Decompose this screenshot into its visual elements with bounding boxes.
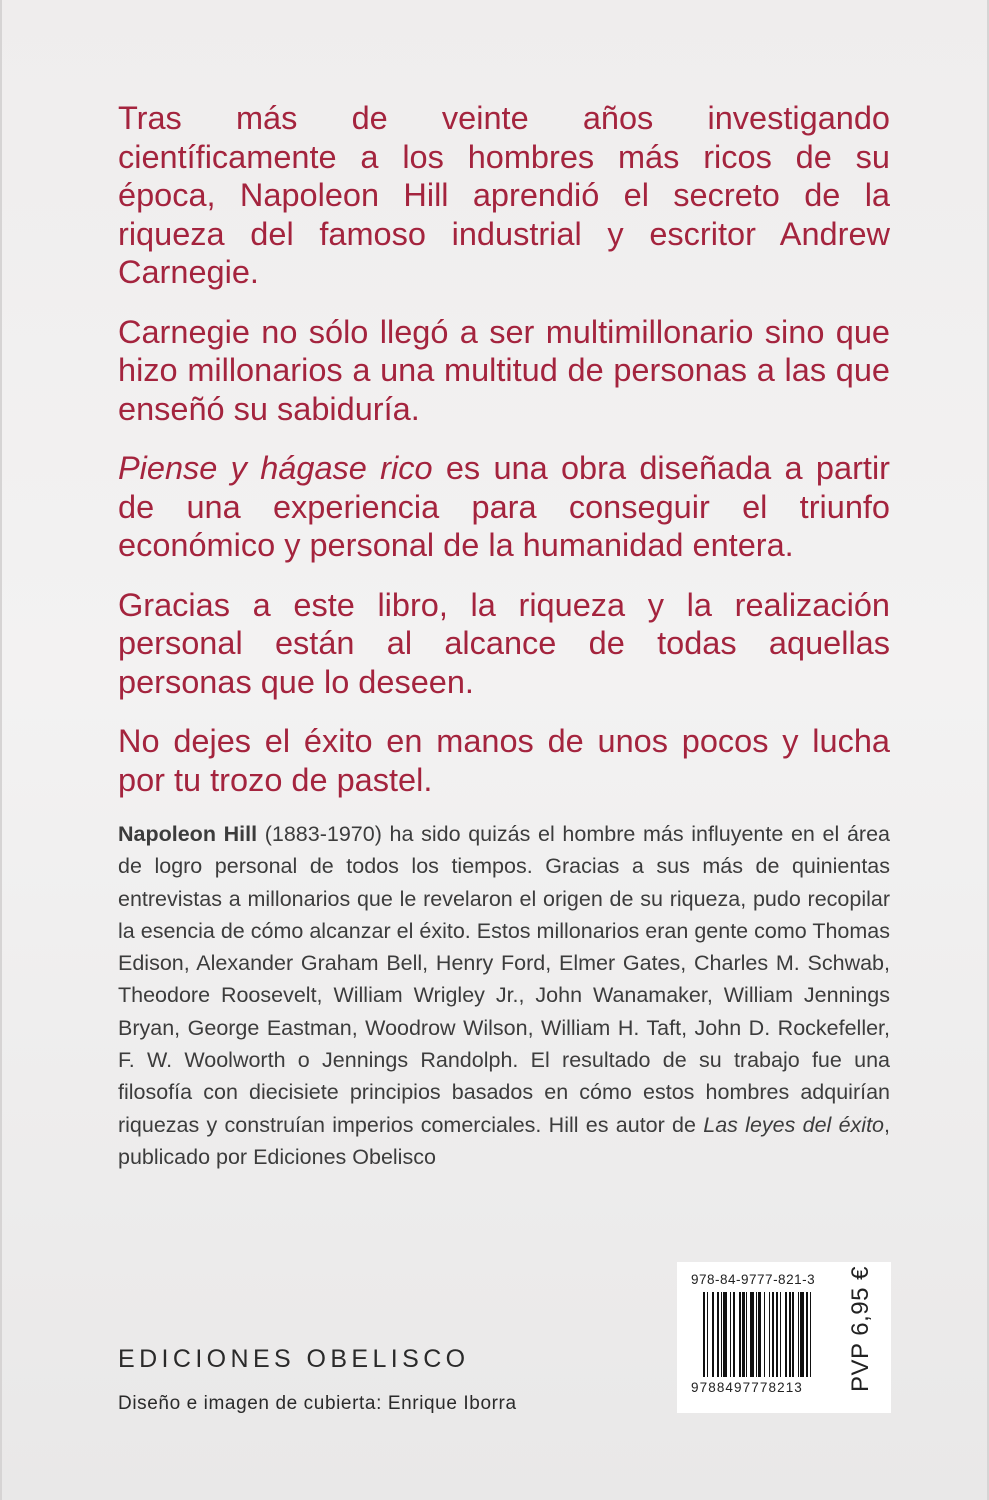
barcode-bar [764, 1292, 765, 1377]
price-label: PVP 6,95 € [847, 1266, 874, 1392]
barcode-bar [712, 1292, 713, 1377]
barcode-bar [721, 1292, 722, 1377]
isbn-bottom: 9788497778213 [691, 1380, 803, 1395]
left-edge [0, 0, 2, 1500]
book-title: Piense y hágase rico [118, 450, 433, 486]
barcode-bar [769, 1292, 770, 1377]
blurb-paragraph-4: Gracias a este libro, la riqueza y la realización personal están al alcance de todas aquellas personas que lo deseen. [118, 586, 890, 700]
blurb [118, 99, 890, 820]
barcode-bar [746, 1292, 747, 1377]
other-book-title: Las leyes del éxito [703, 1112, 885, 1137]
barcode-box [677, 1262, 891, 1413]
author-bio-paragraph [118, 818, 890, 1173]
blurb-paragraph-3 [118, 449, 890, 565]
barcode-bar [772, 1292, 774, 1377]
barcode-bar [792, 1292, 794, 1377]
barcode-bar [707, 1292, 708, 1377]
barcode-bar [785, 1292, 786, 1377]
barcode-bar [789, 1292, 790, 1377]
barcode-bar [717, 1292, 719, 1377]
blurb-paragraph-5: No dejes el éxito en manos de unos pocos y lucha por tu trozo de pastel. [118, 723, 890, 798]
barcode-bar [758, 1292, 760, 1377]
barcode-bar [776, 1292, 778, 1377]
barcode-bar [780, 1292, 781, 1377]
publisher-name: EDICIONES OBELISCO [118, 1345, 470, 1373]
barcode-bar [800, 1292, 804, 1377]
barcode-bar [703, 1292, 705, 1377]
author-name: Napoleon Hill [118, 822, 258, 846]
author-bio-text: (1883-1970) ha sido quizás el hombre más influyente en el área de logro personal de todos los tiempos. Gracias a sus más de quinientas entrevistas a millonarios que le revelaron el origen de su riqueza, pudo recopilar la esencia de cómo alcanzar el éxito. Estos millonarios eran gente como Thomas Edison, Alexander Graham Bell, Henry Ford, Elmer Gates, Charles M. Schwab, Theodore Roosevelt, William Wrigley Jr., John Wanamaker, William Jennings Bryan, George Eastman, Woodrow Wilson, William H. Taft, John D. Rockefeller, F. W. Woolworth o Jennings Randolph. El resultado de su trabajo fue una filosofía con diecisiete principios basados en cómo estos hombres adquirían riquezas y construían imperios comerciales. Hill es autor de [118, 822, 890, 1137]
barcode-bar [798, 1292, 799, 1377]
blurb-paragraph-1: Tras más de veinte años investigando científicamente a los hombres más ricos de su época, Napoleon Hill aprendió el secreto de la riqueza del famoso industrial y escritor Andrew Carnegie. [118, 100, 890, 290]
author-bio-tail: , publicado por Ediciones Obelisco [118, 1112, 890, 1169]
barcode-bar [756, 1292, 757, 1377]
author-bio [118, 818, 890, 1173]
barcode-icon [703, 1292, 843, 1377]
blurb-paragraph-3-text: es una obra diseñada a partir de una experiencia para conseguir el triunfo económico y personal de la humanidad entera. [118, 450, 890, 563]
isbn-top: 978-84-9777-821-3 [691, 1272, 816, 1287]
barcode-bar [730, 1292, 731, 1377]
barcode-bar [810, 1292, 811, 1377]
blurb-paragraph-2: Carnegie no sólo llegó a ser multimillonario sino que hizo millonarios a una multitud de personas a las que enseñó su sabiduría. [118, 313, 890, 427]
barcode-bar [739, 1292, 740, 1377]
barcode-bar [806, 1292, 808, 1377]
barcode-bar [750, 1292, 754, 1377]
barcode-bar [742, 1292, 744, 1377]
barcode-bar [723, 1292, 727, 1377]
barcode-bar [733, 1292, 735, 1377]
cover-credit: Diseño e imagen de cubierta: Enrique Iborra [118, 1393, 517, 1414]
